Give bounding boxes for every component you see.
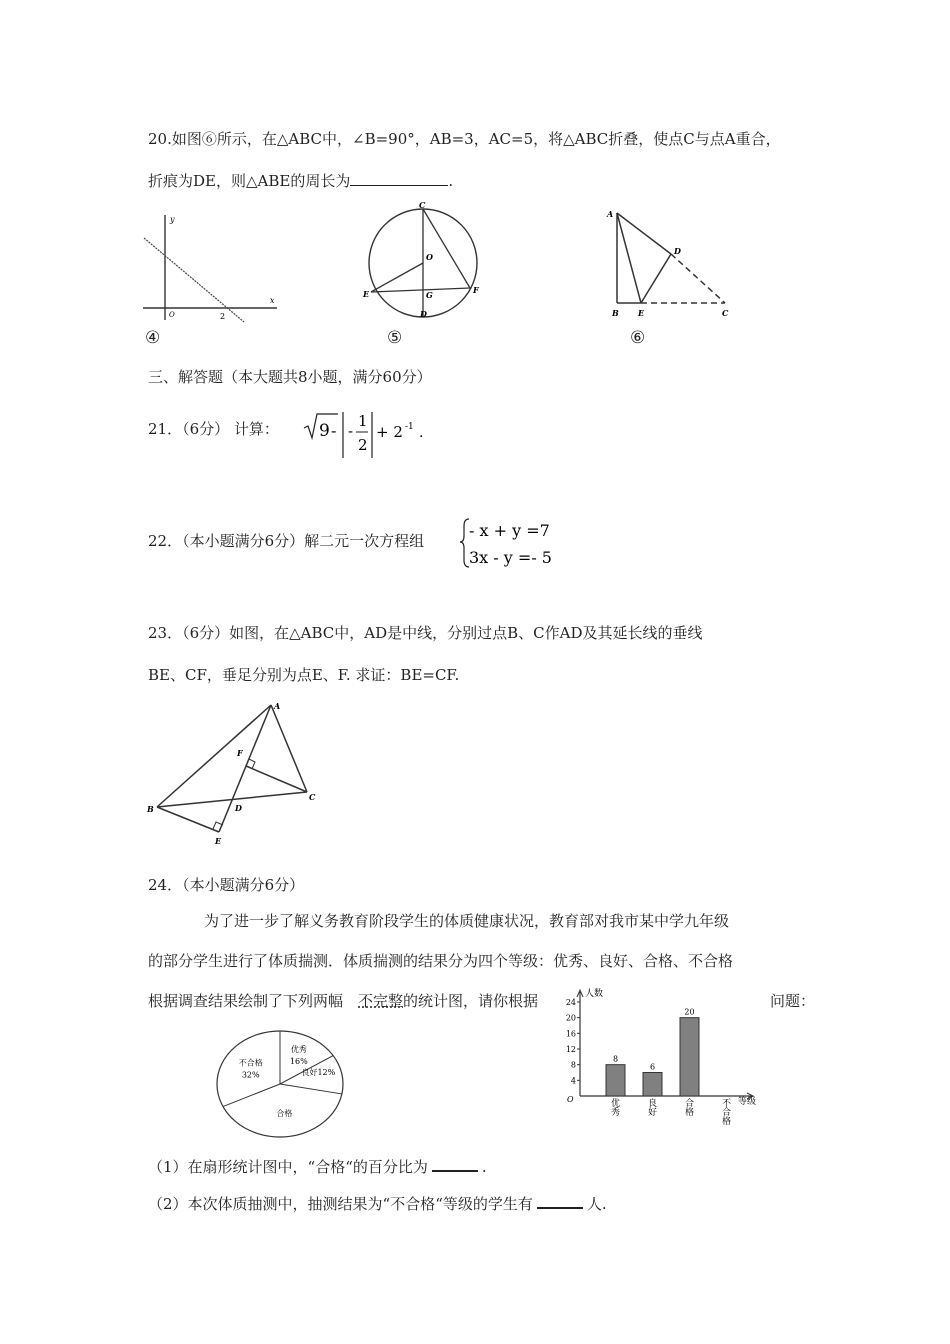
pie-slice-label: 合格 [276,1108,293,1118]
brace [460,519,469,567]
origin-label: O [169,311,175,319]
fig4-label: ④ [145,328,161,348]
q24-title: 24．（本小题满分6分） [148,876,305,894]
fig6-label: ⑥ [630,328,646,348]
label-e: E [363,289,370,299]
q21-expression [302,408,432,462]
dashed-dc [671,254,725,303]
perpendicular-be [157,807,219,832]
q24-paragraph-3b: 不完整 [358,992,404,1010]
q24-sub2-text: （2）本次体质抽测中，抽测结果为“不合格“等级的学生有 [148,1195,533,1213]
side-ab [157,705,271,807]
label-e: E [215,836,222,846]
q24-sub1-text: （1）在扇形统计图中，“合格“的百分比为 [148,1158,428,1176]
q21-period: . [419,425,424,441]
equation-1: - x + y =7 [469,521,550,540]
pie-divider-4 [280,1084,342,1094]
segment-cf [423,209,470,288]
label-d: D [235,803,242,813]
x-tick-label: 不合格 [721,1099,732,1127]
segment-eo [371,263,423,292]
q23-line1: 23．（6分）如图，在△ABC中，AD是中线，分别过点B、C作AD及其延长线的垂线 [148,624,703,642]
q20-line2-text: 折痕为DE，则△ABE的周长为 [148,172,351,190]
median-ad-extended [219,705,271,832]
fraction-num: 1 [358,412,368,430]
q24-paragraph-1: 为了进一步了解义务教育阶段学生的体质健康状况，教育部对我市某中学九年级 [204,912,730,930]
label-g: G [426,290,433,300]
pie-divider-1 [223,1084,280,1107]
section3-heading: 三、解答题（本大题共8小题，满分60分） [148,368,432,386]
pie-slice-percent: 32% [241,1070,260,1080]
exponent: -1 [405,422,414,432]
q24-paragraph-3c: 的统计图，请你根据 [403,992,539,1010]
x-tick-label: 良好 [647,1099,658,1118]
label-f: F [237,748,243,758]
q23-figure [143,698,333,850]
q22-system [460,516,580,570]
pie-slice-percent: 16% [289,1057,308,1067]
y-axis-label: y [170,215,175,224]
q24-paragraph-3d: 问题： [770,992,816,1010]
q24-sub2-unit: 人. [586,1195,607,1213]
pie-slices [217,1031,343,1137]
label-f: F [473,285,479,295]
bar [680,1018,699,1096]
minus-sign: - [331,421,337,440]
q20-answer-blank[interactable] [350,171,448,186]
bar-elements [566,987,756,1127]
q24-sub1 [148,1156,487,1177]
tick-two: 2 [220,312,226,321]
q24-sub2 [148,1193,607,1214]
figure-4 [140,210,285,325]
y-tick-label: 8 [570,1060,576,1070]
y-axis-title: 人数 [585,989,604,999]
y-tick-label: 16 [565,1029,576,1039]
q24-paragraph-3a: 根据调查结果绘制了下列两幅 [148,992,344,1010]
q24-paragraph-2: 的部分学生进行了体质揣测．体质揣测的结果分为四个等级：优秀、良好、合格、不合格 [148,952,734,970]
bar [606,1065,625,1096]
label-o: O [426,252,433,262]
pie-slice-label: 良好12% [301,1067,336,1077]
label-c: C [309,792,316,802]
label-d: D [420,309,427,319]
bar-chart [560,986,775,1136]
y-tick-label: 24 [565,998,576,1007]
label-d: D [674,246,681,256]
fraction-den: 2 [358,436,368,454]
y-tick-label: 20 [565,1013,576,1023]
label-a: A [274,701,281,711]
label-a: A [607,209,614,219]
pie-slice-label: 优秀 [290,1045,307,1055]
q20-line2 [148,170,453,191]
bar-data-label: 6 [649,1062,656,1072]
pie-slice-label: 不合格 [238,1058,263,1068]
y-tick-label: 12 [565,1045,576,1054]
pie-chart [210,1028,350,1140]
q21-prefix: 21．（6分） 计算： [148,420,279,438]
q22-prefix: 22．（本小题满分6分）解二元一次方程组 [148,532,425,550]
origin-label: O [567,1095,574,1104]
q20-line1: 20.如图⑥所示，在△ABC中，∠B=90°，AB=3，AC=5，将△ABC折叠，使点C与点A重合， [148,130,781,148]
segment-ae [617,213,641,303]
label-c: C [419,200,426,210]
x-tick-label: 优秀 [610,1099,621,1118]
bar-data-label: 20 [684,1007,695,1017]
figure-6 [605,205,740,320]
fold-de [641,254,671,303]
label-c: C [722,308,729,318]
segment-ad [617,213,671,254]
label-b: B [147,804,154,814]
fig5-label: ⑤ [387,328,403,348]
inner-minus: - [348,422,354,440]
sqrt-arg: 9 [319,421,330,441]
figure-5 [360,200,490,325]
plus-power: + 2 [376,423,403,441]
chord-ef [371,288,470,292]
q20-period: . [448,172,454,190]
bar [643,1073,662,1097]
q24-sub1-blank[interactable] [432,1158,478,1172]
x-axis-label: x [270,296,275,305]
q23-line2: BE、CF，垂足分别为点E、F. 求证：BE=CF. [148,666,460,684]
x-axis-title: 等级 [738,1097,757,1107]
bar-data-label: 8 [612,1054,619,1064]
label-b: B [612,308,619,318]
q24-sub1-period: . [481,1158,487,1176]
q24-sub2-blank[interactable] [537,1195,583,1209]
line-graph [144,238,244,322]
label-e: E [638,308,645,318]
equation-2: 3x - y =- 5 [469,548,552,567]
x-tick-label: 合格 [684,1099,695,1118]
y-tick-label: 4 [570,1076,576,1086]
